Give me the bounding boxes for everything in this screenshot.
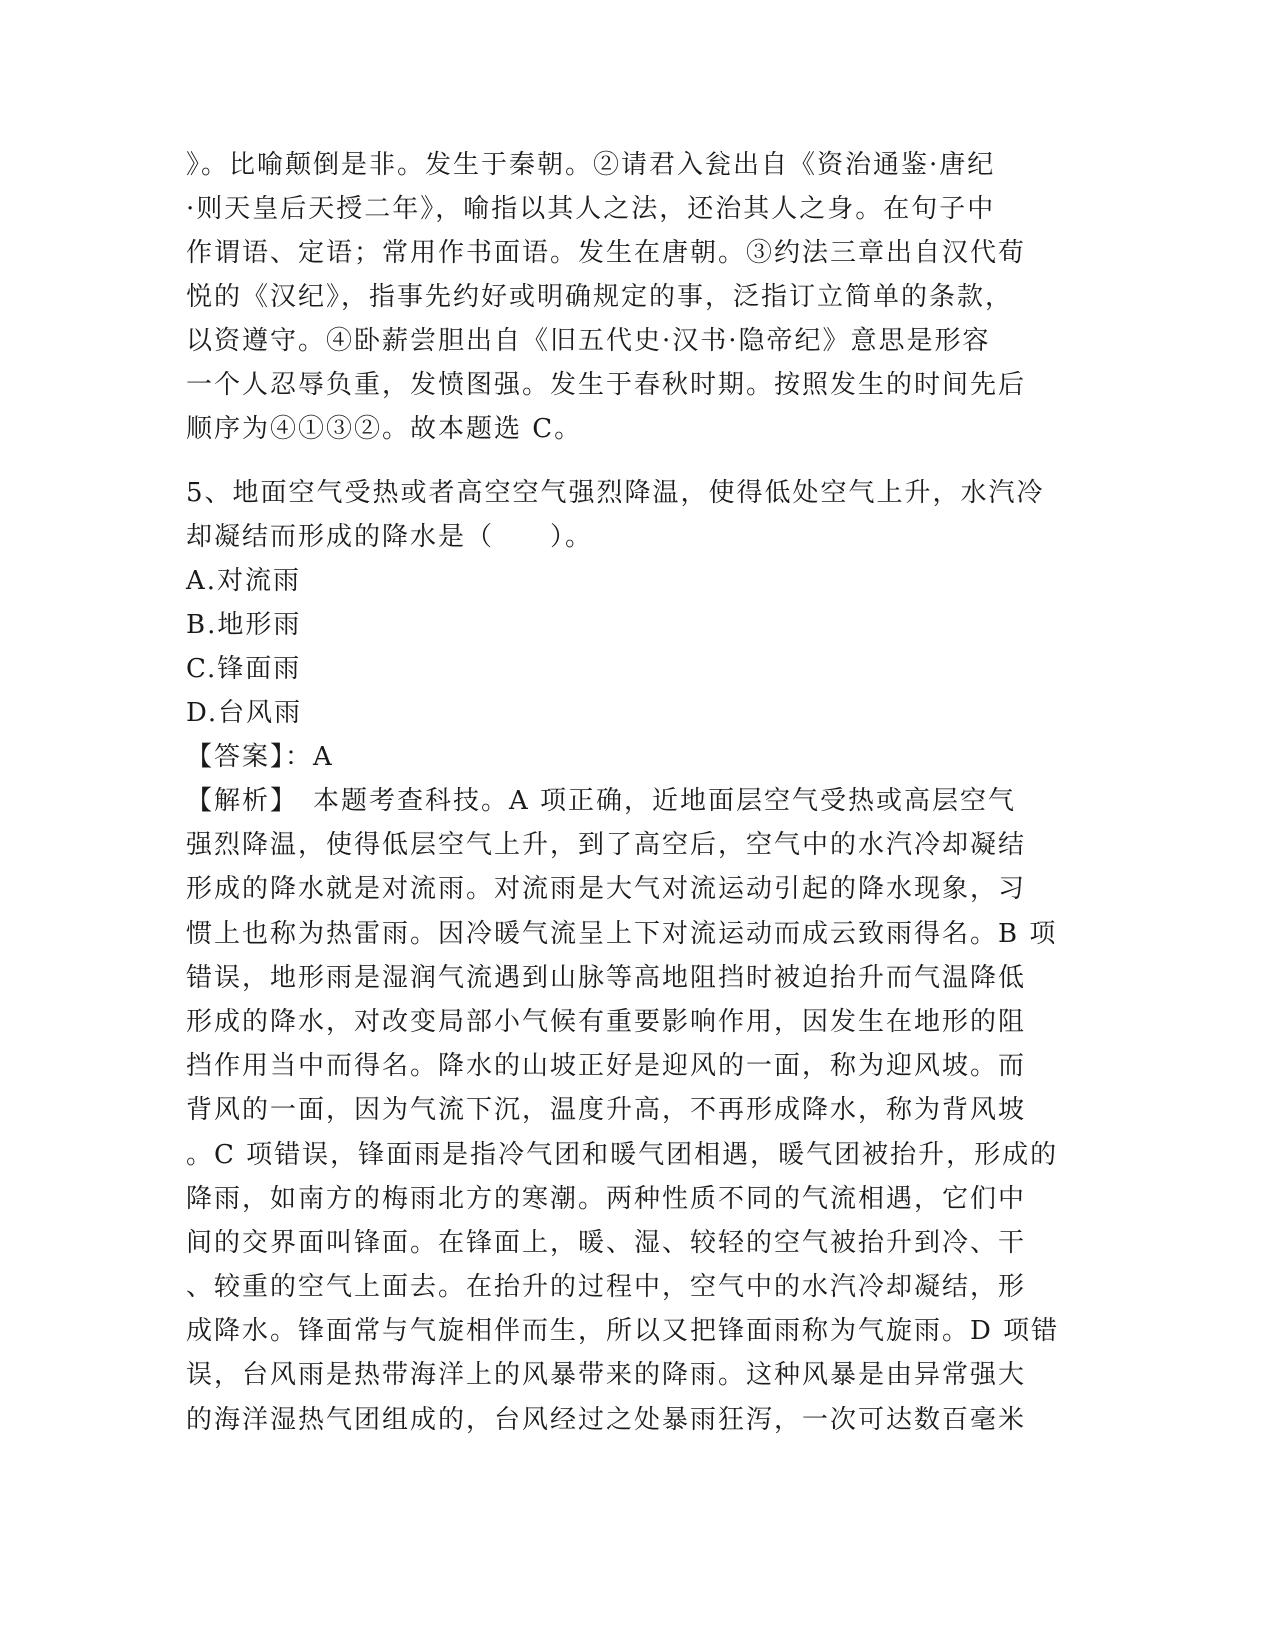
option-a: A.对流雨 [186, 566, 302, 596]
text-line: ·则天皇后天授二年》，喻指以其人之法，还治其人之身。在句子中 [186, 194, 996, 224]
stem-line: 5、地面空气受热或者高空空气强烈降温，使得低处空气上升，水汽冷 [186, 478, 1045, 508]
explanation-line: 。C 项错误，锋面雨是指冷气团和暖气团相遇，暖气团被抬升，形成的 [186, 1139, 1059, 1170]
explanation-line: 间的交界面叫锋面。在锋面上，暖、湿、较轻的空气被抬升到冷、干 [186, 1227, 1027, 1258]
question-stem [186, 471, 1086, 559]
explanation-line: 、较重的空气上面去。在抬升的过程中，空气中的水汽冷却凝结，形 [186, 1272, 1027, 1303]
explanation-line: 成降水。锋面常与气旋相伴而生，所以又把锋面雨称为气旋雨。D 项错 [186, 1316, 1060, 1347]
stem-line: 却凝结而形成的降水是（ ）。 [186, 522, 594, 552]
paragraph-gap [186, 451, 1086, 471]
options-list [186, 559, 1086, 735]
explanation-line: 的海洋湿热气团组成的，台风经过之处暴雨狂泻，一次可达数百毫米 [186, 1404, 1027, 1435]
explanation-line: 强烈降温，使得低层空气上升，到了高空后，空气中的水汽冷却凝结 [186, 830, 1027, 861]
explanation-line: 【解析】 本题考查科技。A 项正确，近地面层空气受热或高层空气 [186, 786, 1017, 816]
text-line: 以资遵守。④卧薪尝胆出自《旧五代史·汉书·隐帝纪》意思是形容 [186, 326, 991, 356]
explanation-line: 挡作用当中而得名。降水的山坡正好是迎风的一面，称为迎风坡。而 [186, 1051, 1027, 1082]
option-d: D.台风雨 [186, 698, 303, 728]
explanation-line: 惯上也称为热雷雨。因冷暖气流呈上下对流运动而成云致雨得名。B 项 [186, 918, 1058, 949]
option-c: C.锋面雨 [186, 654, 302, 684]
previous-explanation [186, 143, 1086, 451]
explanation-line: 错误，地形雨是湿润气流遇到山脉等高地阻挡时被迫抬升而气温降低 [186, 962, 1027, 993]
explanation-line: 误，台风雨是热带海洋上的风暴带来的降雨。这种风暴是由异常强大 [186, 1360, 1027, 1391]
text-line: 悦的《汉纪》，指事先约好或明确规定的事，泛指订立简单的条款， [186, 282, 1014, 312]
answer-line: 【答案】：A [186, 742, 334, 772]
explanation-line: 背风的一面，因为气流下沉，温度升高，不再形成降水，称为背风坡 [186, 1095, 1027, 1126]
explanation-line: 形成的降水，对改变局部小气候有重要影响作用，因发生在地形的阻 [186, 1006, 1027, 1037]
explanation-line: 降雨，如南方的梅雨北方的寒潮。两种性质不同的气流相遇，它们中 [186, 1183, 1027, 1214]
text-line: 顺序为④①③②。故本题选 C。 [186, 414, 583, 444]
question-5 [186, 471, 1086, 1442]
option-b: B.地形雨 [186, 610, 302, 640]
text-line: 》。比喻颠倒是非。发生于秦朝。②请君入瓮出自《资治通鉴·唐纪 [186, 150, 996, 180]
explanation [186, 779, 1086, 1442]
page-content [186, 143, 1086, 1442]
text-line: 一个人忍辱负重，发愤图强。发生于春秋时期。按照发生的时间先后 [186, 370, 1027, 400]
explanation-line: 形成的降水就是对流雨。对流雨是大气对流运动引起的降水现象，习 [186, 874, 1027, 905]
text-line: 作谓语、定语；常用作书面语。发生在唐朝。③约法三章出自汉代荀 [186, 238, 1027, 268]
